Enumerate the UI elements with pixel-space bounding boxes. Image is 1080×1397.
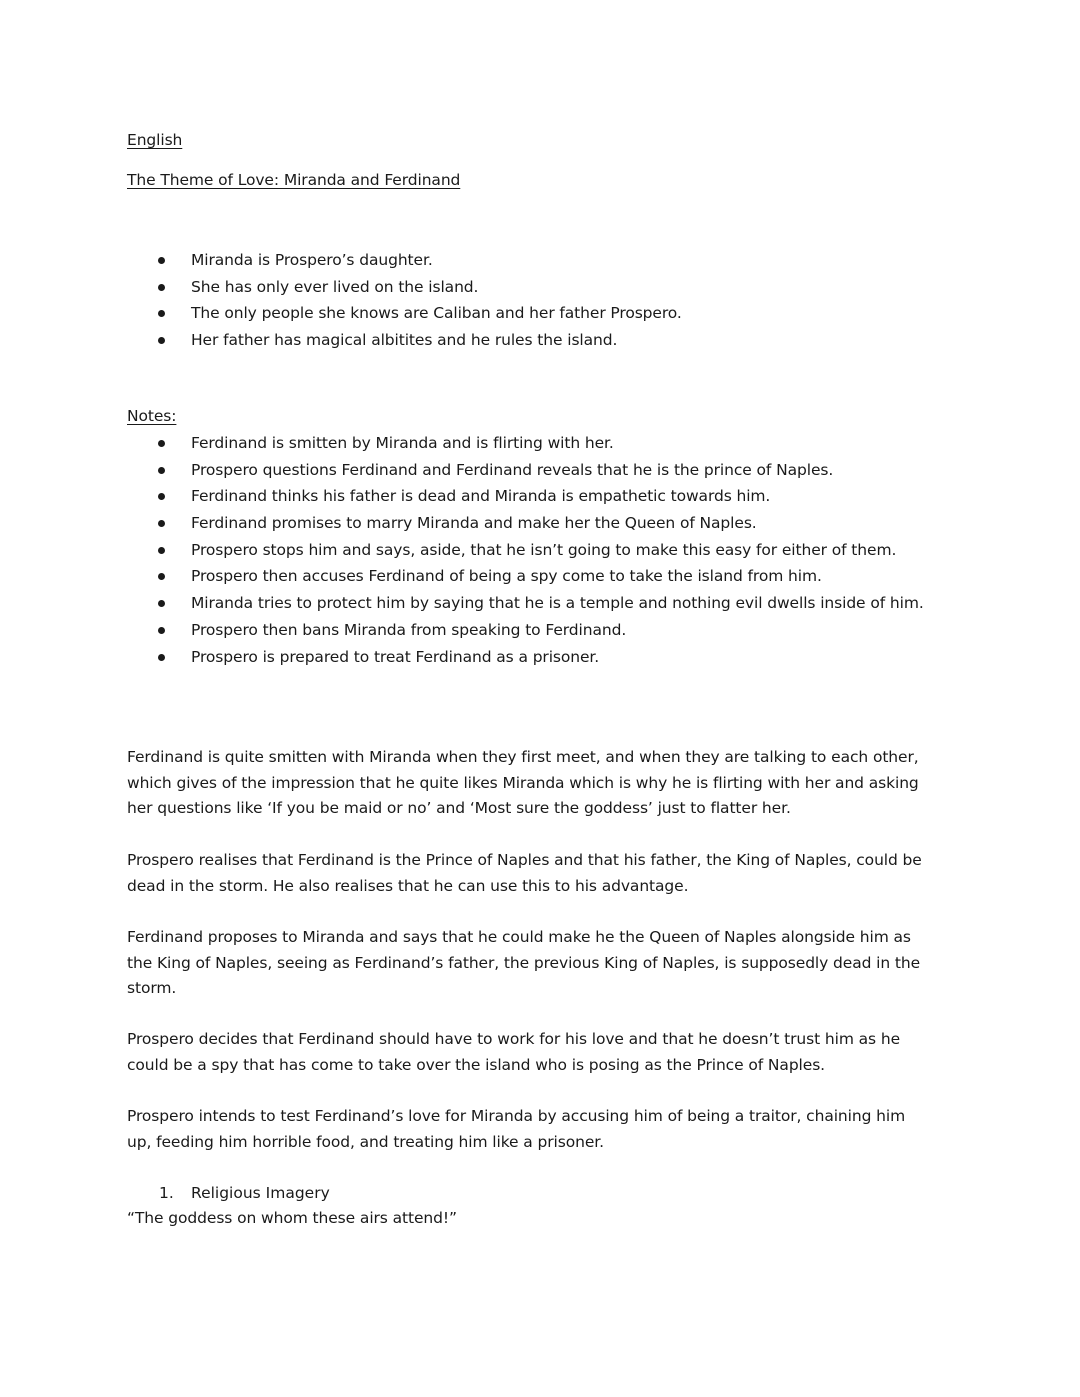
list-item: She has only ever lived on the island. <box>127 277 682 304</box>
list-item: Prospero is prepared to treat Ferdinand as a prisoner. <box>127 647 924 674</box>
subject-heading: English <box>127 131 183 149</box>
notes-heading: Notes: <box>127 407 177 425</box>
list-item: Ferdinand is smitten by Miranda and is flirting with her. <box>127 433 924 460</box>
list-item: Prospero questions Ferdinand and Ferdinand reveals that he is the prince of Naples. <box>127 460 924 487</box>
numbered-list-item <box>127 1183 527 1203</box>
bullet-icon <box>158 310 165 317</box>
bullet-icon <box>158 547 165 554</box>
list-item: Prospero stops him and says, aside, that he isn’t going to make this easy for either of them. <box>127 540 924 567</box>
bullet-icon <box>158 284 165 291</box>
intro-bullet-list <box>127 250 682 357</box>
bullet-icon <box>158 337 165 344</box>
bullet-icon <box>158 654 165 661</box>
bullet-icon <box>158 440 165 447</box>
list-item: Her father has magical albitites and he rules the island. <box>127 330 682 357</box>
bullet-icon <box>158 573 165 580</box>
list-item: Ferdinand thinks his father is dead and Miranda is empathetic towards him. <box>127 486 924 513</box>
quote: “The goddess on whom these airs attend!” <box>127 1209 457 1227</box>
bullet-icon <box>158 627 165 634</box>
list-item-label: Religious Imagery <box>191 1184 330 1202</box>
paragraph: Prospero realises that Ferdinand is the Prince of Naples and that his father, the King of Naples, could be dead in the storm. He also realises that he can use this to his advantage. <box>127 851 922 895</box>
paragraph: Prospero decides that Ferdinand should have to work for his love and that he doesn’t trust him as he could be a spy that has come to take over the island who is posing as the Prince of Naples. <box>127 1030 901 1074</box>
bullet-icon <box>158 520 165 527</box>
list-item: Prospero then bans Miranda from speaking to Ferdinand. <box>127 620 924 647</box>
document-title: The Theme of Love: Miranda and Ferdinand <box>127 171 461 189</box>
paragraph: Prospero intends to test Ferdinand’s love for Miranda by accusing him of being a traitor, chaining him up, feeding him horrible food, and treating him like a prisoner. <box>127 1107 906 1151</box>
bullet-icon <box>158 493 165 500</box>
list-item: Miranda is Prospero’s daughter. <box>127 250 682 277</box>
list-item: Ferdinand promises to marry Miranda and make her the Queen of Naples. <box>127 513 924 540</box>
paragraph: Ferdinand is quite smitten with Miranda when they first meet, and when they are talking to each other, which gives of the impression that he quite likes Miranda which is why he is flirting with her and asking her questions like ‘If you be maid or no’ and ‘Most sure the goddess’ just to flatter her. <box>127 748 919 817</box>
list-number: 1. <box>159 1184 174 1202</box>
notes-bullet-list <box>127 433 924 673</box>
list-item: Miranda tries to protect him by saying that he is a temple and nothing evil dwells inside of him. <box>127 593 924 620</box>
list-item: The only people she knows are Caliban and her father Prospero. <box>127 303 682 330</box>
bullet-icon <box>158 257 165 264</box>
bullet-icon <box>158 467 165 474</box>
list-item: Prospero then accuses Ferdinand of being a spy come to take the island from him. <box>127 566 924 593</box>
paragraph: Ferdinand proposes to Miranda and says that he could make he the Queen of Naples alongside him as the King of Naples, seeing as Ferdinand’s father, the previous King of Naples, is supposedly dead in the storm. <box>127 928 921 997</box>
bullet-icon <box>158 600 165 607</box>
